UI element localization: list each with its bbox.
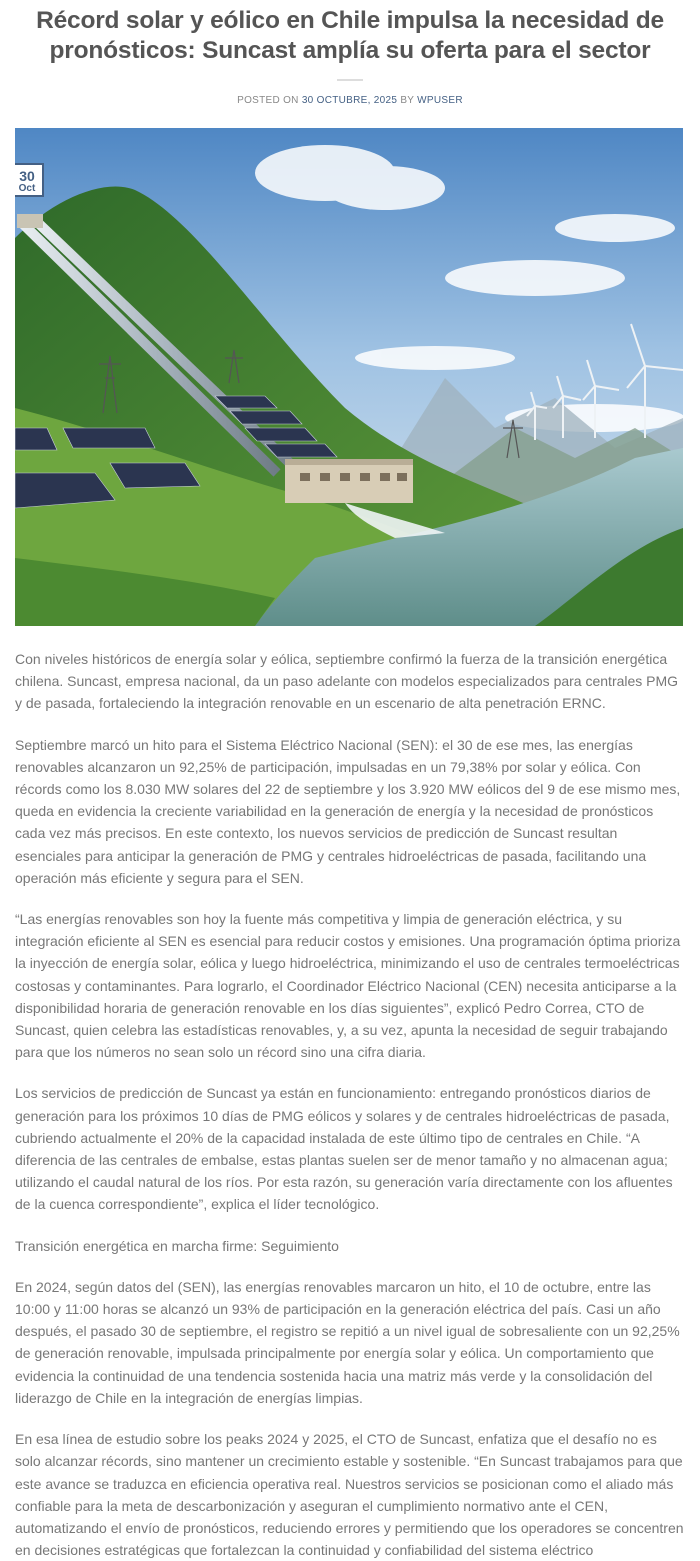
paragraph: “Las energías renovables son hoy la fuente más competitiva y limpia de generación eléctrica, y su integración eficiente al SEN es esencial para reducir costos y emisiones. Una programación óptima prioriza la inyección de energía solar, eólica y luego hidroeléctrica, minimizando el uso de centrales termoeléctricas costosas y contaminantes. Para lograrlo, el Coordinador Eléctrico Nacional (CEN) necesita anticiparse a la disponibilidad horaria de generación renovable en los días siguientes”, explicó Pedro Correa, CTO de Suncast, quien celebra las estadísticas renovables, y, a su vez, apunta la necesidad de seguir trabajando para que los números no sean solo un récord sino una cifra diaria.	[15, 911, 681, 1061]
hero-illustration	[15, 128, 683, 626]
hero-image	[15, 128, 683, 626]
post-date-link[interactable]: 30 OCTUBRE, 2025	[301, 95, 398, 106]
post-meta	[0, 94, 700, 108]
paragraph: Septiembre marcó un hito para el Sistema Eléctrico Nacional (SEN): el 30 de ese mes, las energías renovables alcanzaron un 92,25% de participación, impulsadas en un 79,38% por solar y eólica. Con récords como los 8.030 MW solares del 22 de septiembre y los 3.920 MW eólicos del 9 de ese mismo mes, queda en evidencia la creciente variabilidad en la generación de energía y la necesidad de pronósticos cada vez más precisos. En este contexto, los nuevos servicios de predicción de Suncast resultan esenciales para anticipar la generación de PMG y centrales hidroeléctricas de pasada, facilitando una operación más eficiente y segura para el SEN.	[15, 736, 681, 886]
paragraph: Los servicios de predicción de Suncast ya están en funcionamiento: entregando pronósticos diarios de generación para los próximos 10 días de PMG eólicos y solares y de centrales hidroeléctricas de pasada, cubriendo actualmente el 20% de la capacidad instalada de este último tipo de centrales en Chile. “A diferencia de las centrales de embalse, estas plantas suelen ser de menor tamaño y no almacenan agua; utilizando el caudal natural de los ríos. Por esta razón, su generación varía directamente con los afluentes de la cuenca correspondiente”, explica el líder tecnológico.	[15, 1085, 673, 1213]
date-badge-day: 30	[19, 168, 35, 184]
by-label: BY	[400, 95, 415, 106]
date-badge-month: Oct	[18, 183, 36, 194]
paragraph: Con niveles históricos de energía solar y eólica, septiembre confirmó la fuerza de la transición energética chilena. Suncast, empresa nacional, da un paso adelante con modelos especializados para centrales PMG y de pasada, fortaleciendo la integración renovable en un escenario de alta penetración ERNC.	[15, 651, 679, 712]
article-body	[0, 626, 700, 1561]
title-divider	[337, 79, 363, 81]
date-badge	[15, 163, 44, 197]
article-title: Récord solar y eólico en Chile impulsa la necesidad de pronósticos: Suncast amplía su oferta para el sector	[36, 7, 664, 64]
paragraph: En esa línea de estudio sobre los peaks 2024 y 2025, el CTO de Suncast, enfatiza que el desafío no es solo alcanzar récords, sino mantener un crecimiento estable y sostenible. “En Suncast trabajamos para que este avance se traduzca en eficiencia operativa real. Nuestros servicios se posicionan como el aliado más confiable para la meta de descarbonización y aseguran el cumplimiento normativo ante el CEN, automatizando el envío de pronósticos, reduciendo errores y permitiendo que los operadores se concentren en decisiones estratégicas que fortalezcan la continuidad y confiabilidad del sistema eléctrico	[15, 1431, 684, 1559]
section-subheading: Transición energética en marcha firme: Seguimiento	[15, 1237, 339, 1254]
posted-on-label: POSTED ON	[237, 95, 299, 106]
paragraph: En 2024, según datos del (SEN), las energías renovables marcaron un hito, el 10 de octubre, entre las 10:00 y 11:00 horas se alcanzó un 93% de participación en la generación eléctrica del país. Casi un año después, el pasado 30 de septiembre, el registro se repitió a un nivel igual de sobresaliente con un 92,25% de generación renovable, impulsada principalmente por energía solar y eólica. Un comportamiento que evidencia la continuidad de una tendencia sostenida hacia una matriz más verde y la consolidación del liderazgo de Chile en la integración de energías limpias.	[15, 1278, 680, 1406]
author-link[interactable]: WPUSER	[417, 95, 463, 106]
